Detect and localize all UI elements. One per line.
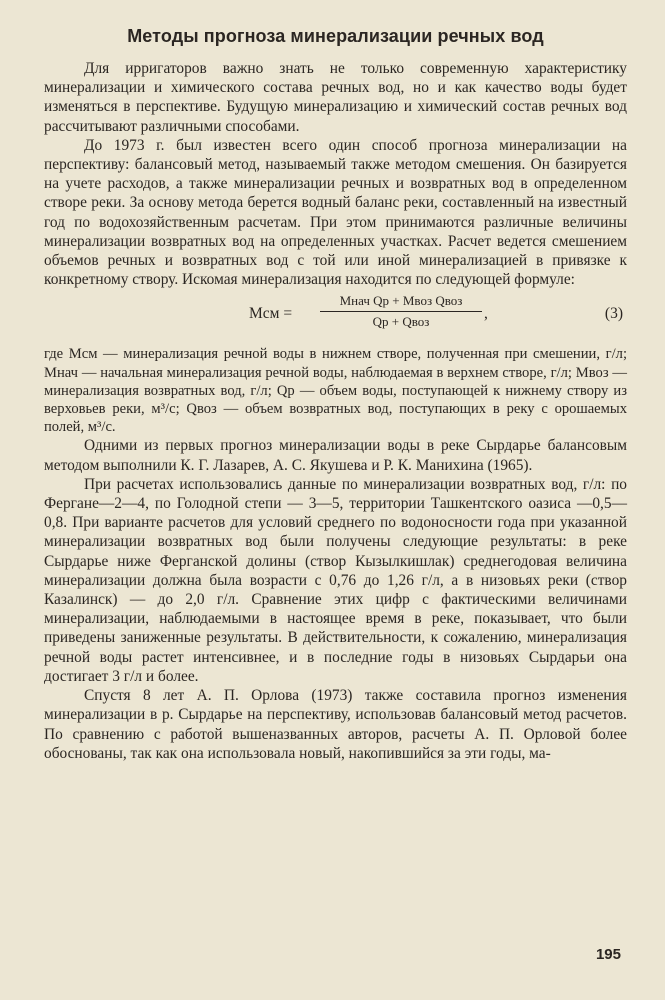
paragraph-1: Для ирригаторов важно знать не только современную характеристику минерализации и химического состава речных вод, но и как качество воды будет изменяться в перспективе. Будущую минерализацию и химический состав речных вод рассчитывают различными способами. [44,60,627,135]
section-title: Методы прогноза минерализации речных вод [127,26,544,46]
formula-numerator: Mнач Qр + Mвоз Qвоз [320,293,482,312]
page-number: 195 [595,946,621,963]
paragraph-4: Одними из первых прогноз минерализации воды в реке Сырдарье балансовым методом выполнили К. Г. Лазарев, А. С. Якушева и Р. К. Манихина (1965). [44,437,627,474]
paragraph-3-legend: где Mсм — минерализация речной воды в нижнем створе, полученная при смешении, г/л; Mнач — начальная минерализация речной воды, наблюдаемая в верхнем створе, г/л; Mвоз — минерализация возвратных вод, г/л; Qр — объем воды, поступающей к нижнему створу из верховьев реки, м³/с; Qвоз — объем возвратных вод, поступающих в реку с орошаемых полей, м³/с. [44,346,627,436]
paragraph-5: При расчетах использовались данные по минерализации возвратных вод, г/л: по Фергане—2—4, по Голодной степи — 3—5, территории Ташкентского оазиса —0,5—0,8. При варианте расчетов для условий среднего по водоносности года при указанной минерализации возвратных вод были получены следующие результаты: в реке Сырдарье ниже Ферганской долины (створ Кызылкишлак) среднегодовая величина минерализации должна была возрасти с 0,76 до 1,26 г/л, а в низовьях реки (створ Казалинск) — до 2,0 г/л. Сравнение этих цифр с фактическими величинами минерализации, наблюдаемыми в настоящее время в реке, показывает, что были приведены заниженные результаты. В действительности, к сожалению, минерализация речной воды растет интенсивнее, и в последние годы в низовьях Сырдарьи она достигает 3 г/л и более. [44,475,627,685]
formula-lhs: Mсм = [249,305,293,323]
paragraph-2: До 1973 г. был известен всего один способ прогноза минерализации на перспективу: балансовый метод, называемый также методом смешения. Он базируется на учете расходов, а также минерализации речных и возвратных вод в определенном створе реки. За основу метода берется водный баланс реки, составленный на известный год по водохозяйственным расчетам. При этом принимаются различные величины минерализации возвратных вод на определенных участках. Расчет ведется смешением объемов речных и возвратных вод с той или иной минерализацией в привязке к конкретному створу. Искомая минерализация находится по следующей формуле: [44,136,627,289]
formula-number: (3) [604,305,623,323]
formula-3 [44,291,627,341]
formula-denominator: Qр + Qвоз [372,314,430,330]
formula-comma: , [484,305,488,323]
paragraph-6: Спустя 8 лет А. П. Орлова (1973) также составила прогноз изменения минерализации в р. Сырдарье на перспективу, использовав балансовый метод расчетов. По сравнению с работой вышеназванных авторов, расчеты А. П. Орловой более обоснованы, так как она использовала новый, накопившийся за эти годы, ма- [44,687,627,762]
formula-fraction [320,293,482,330]
